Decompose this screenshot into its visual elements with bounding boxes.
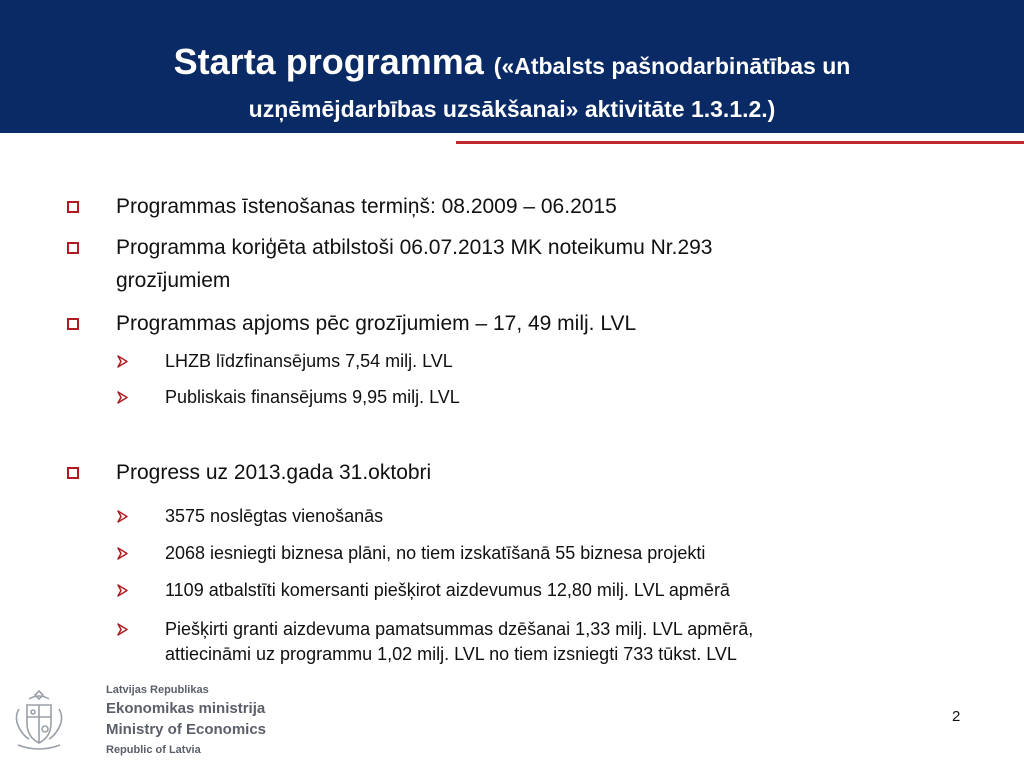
arrow-bullet-icon [116, 547, 129, 560]
sub-bullet-business-plans: 2068 iesniegti biznesa plāni, no tiem izskatīšanā 55 biznesa projekti [165, 543, 706, 563]
bullet-amended-line-1: Programma koriģēta atbilstoši 06.07.2013 MK noteikumu Nr.293 [116, 236, 713, 259]
page-number: 2 [952, 708, 961, 725]
title-bar [0, 0, 1024, 133]
footer-line-republic: Latvijas Republikas [106, 684, 209, 696]
sub-bullet-supported-merchants: 1109 atbalstīti komersanti piešķirot aizdevumus 12,80 milj. LVL apmērā [165, 580, 730, 600]
arrow-bullet-icon [116, 391, 129, 404]
sub-bullet-lhzb: LHZB līdzfinansējums 7,54 milj. LVL [165, 351, 453, 371]
sub-bullet-grants-line-2: attiecināmi uz programmu 1,02 milj. LVL no tiem izsniegti 733 tūkst. LVL [165, 644, 737, 664]
square-bullet-icon [67, 467, 79, 479]
arrow-bullet-icon [116, 623, 129, 636]
sub-bullet-agreements: 3575 noslēgtas vienošanās [165, 506, 384, 526]
square-bullet-icon [67, 242, 79, 254]
slide-title-sub-line-1: («Atbalsts pašnodarbinātības un [493, 53, 851, 79]
latvia-coat-of-arms-icon [10, 687, 68, 753]
sub-bullet-public-financing: Publiskais finansējums 9,95 milj. LVL [165, 387, 460, 407]
square-bullet-icon [67, 318, 79, 330]
footer-line-ministry-en: Ministry of Economics [106, 721, 267, 738]
footer-line-ministry-lv: Ekonomikas ministrija [106, 700, 266, 717]
bullet-timeframe: Programmas īstenošanas termiņš: 08.2009 – 06.2015 [116, 195, 617, 218]
arrow-bullet-icon [116, 355, 129, 368]
slide-title-main: Starta programma [173, 41, 484, 82]
footer-line-republic-en: Republic of Latvia [106, 744, 201, 756]
title-accent-line [456, 141, 1024, 144]
arrow-bullet-icon [116, 510, 129, 523]
arrow-bullet-icon [116, 584, 129, 597]
bullet-volume: Programmas apjoms pēc grozījumiem – 17, 49 milj. LVL [116, 312, 637, 335]
square-bullet-icon [67, 201, 79, 213]
bullet-amended-line-2: grozījumiem [116, 269, 231, 292]
bullet-progress: Progress uz 2013.gada 31.oktobri [116, 461, 432, 484]
slide-title-line-1 [0, 40, 1024, 88]
slide-title-sub-line-2: uzņēmējdarbības uzsākšanai» aktivitāte 1.3.1.2.) [248, 96, 776, 122]
sub-bullet-grants-line-1: Piešķirti granti aizdevuma pamatsummas dzēšanai 1,33 milj. LVL apmērā, [165, 619, 754, 639]
